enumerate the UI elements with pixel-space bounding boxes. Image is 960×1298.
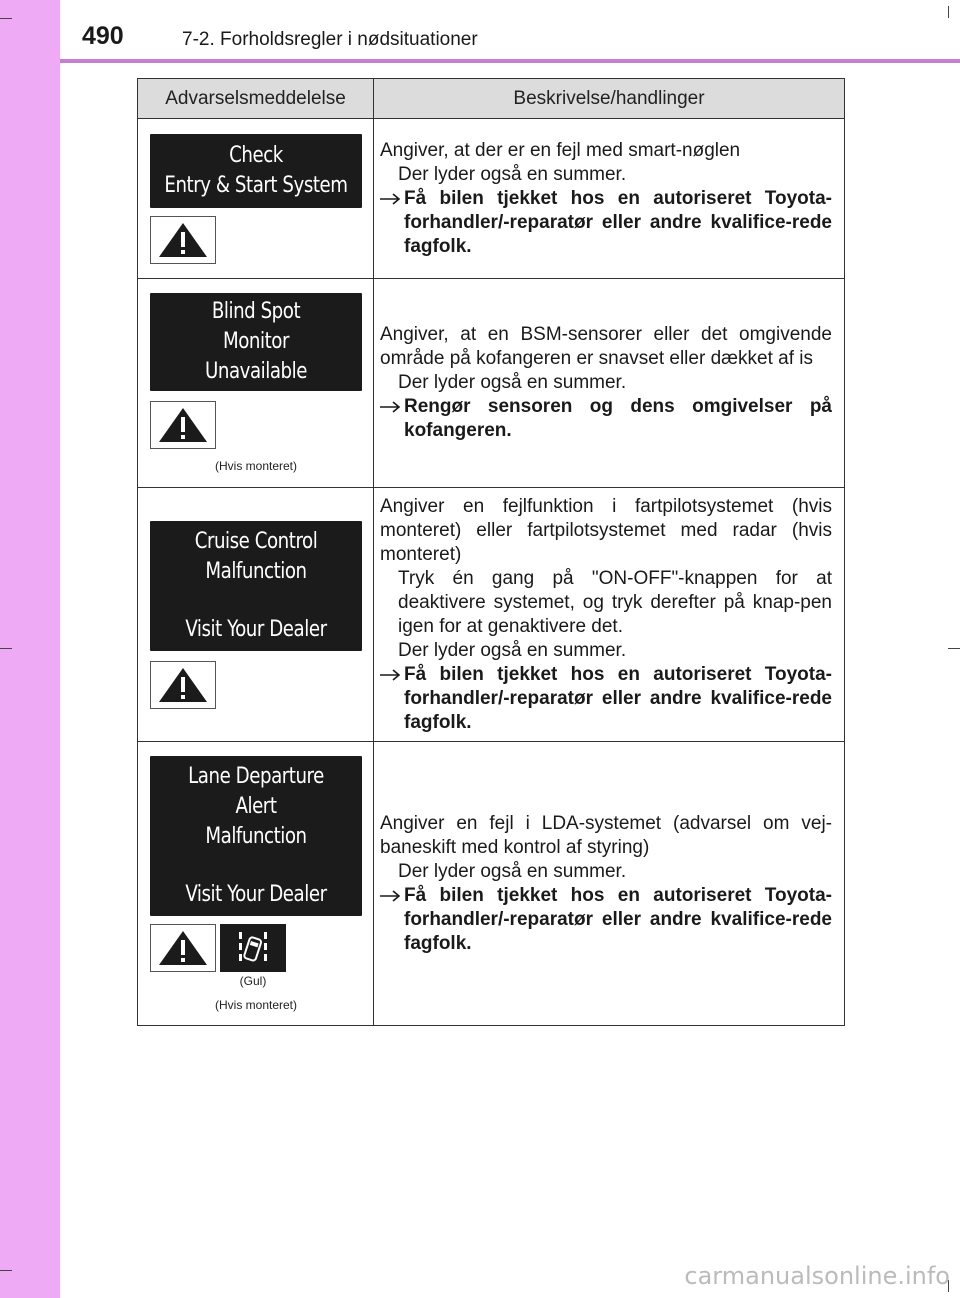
description-sub: Tryk én gang på "ON-OFF"-knappen for at deaktivere systemet, og tryk derefter på knap-pen igen for at genaktivere det. [398,567,832,637]
table-row [138,488,845,742]
icon-row [150,661,363,709]
message-cell [138,279,374,488]
warning-triangle-icon [150,924,216,972]
fitment-note: (Hvis monteret) [214,459,297,473]
action-text: Rengør sensoren og dens omgivelser på kofangeren. [404,396,832,441]
display-spacer [150,587,362,615]
display-message [150,134,362,208]
action-item [380,395,832,443]
display-line: Malfunction [205,558,307,584]
side-band [0,0,60,1298]
watermark: carmanualsonline.info [684,1262,950,1290]
message-cell [138,742,374,1026]
color-note: (Gul) [239,973,267,988]
column-header: Advarselsmeddelelse [138,79,374,119]
action-item [380,884,832,956]
arrow-right-icon [380,187,404,259]
display-message [150,521,362,651]
description-intro: Angiver, at en BSM-sensorer eller det omgivende område på kofangeren er snavset eller dækket af is [380,324,832,369]
column-header: Beskrivelse/handlinger [374,79,845,119]
display-line: Blind Spot [211,299,301,324]
display-spacer [150,852,362,880]
description-cell [374,279,845,488]
description-sub: Der lyder også en summer. [398,639,627,661]
description-sub: Der lyder også en summer. [398,860,627,882]
action-text: Få bilen tjekket hos en autoriseret Toyota-forhandler/-reparatør eller andre kvalifice-rede fagfolk. [404,663,832,733]
crop-mark [948,648,960,649]
warning-triangle-icon [150,661,216,709]
header-rule [60,59,960,63]
action-text: Få bilen tjekket hos en autoriseret Toyota-forhandler/-reparatør eller andre kvalifice-rede fagfolk. [404,187,832,257]
table-header-row [138,79,845,119]
description-intro: Angiver en fejl i LDA-systemet (advarsel om vej-baneskift med kontrol af styring) [380,812,832,858]
action-text: Få bilen tjekket hos en autoriseret Toyota-forhandler/-reparatør eller andre kvalifice-rede fagfolk. [404,884,832,954]
page-number: 490 [82,22,124,50]
display-line: Unavailable [204,359,308,384]
description-sub: Der lyder også en summer. [398,372,627,393]
message-cell [138,488,374,742]
warning-triangle-icon [150,401,216,449]
action-item [380,663,832,735]
crop-mark [948,6,949,18]
warning-message-table [137,78,845,1026]
display-line: Entry & Start System [164,172,348,198]
display-message [150,293,362,391]
warning-triangle-icon [150,216,216,264]
description-sub: Der lyder også en summer. [398,163,627,185]
display-line: Alert [235,793,277,819]
display-line: Malfunction [205,823,307,849]
icon-row [150,401,363,449]
description-intro: Angiver en fejlfunktion i fartpilotsystemet (hvis monteret) eller fartpilotsystemet med radar (hvis monteret) [380,495,832,565]
display-line: Visit Your Dealer [185,881,327,907]
table-row [138,279,845,488]
display-line: Check [229,142,283,168]
table-row [138,742,845,1026]
message-cell [138,119,374,279]
action-item [380,187,832,259]
arrow-right-icon [380,663,404,735]
crop-mark [0,1270,12,1271]
display-line: Visit Your Dealer [185,616,327,642]
description-cell [374,119,845,279]
crop-mark [0,18,12,19]
icon-row [150,924,363,972]
fitment-note: (Hvis monteret) [214,997,297,1012]
display-message [150,756,362,916]
display-line: Monitor [222,329,289,354]
display-line: Lane Departure [188,763,324,789]
arrow-right-icon [380,884,404,956]
lane-departure-icon [220,924,286,972]
crop-mark [0,648,12,649]
icon-row [150,216,363,264]
description-cell [374,488,845,742]
display-line: Cruise Control [194,528,318,554]
chapter-title: 7-2. Forholdsregler i nødsituationer [182,29,478,50]
description-intro: Angiver, at der er en fejl med smart-nøglen [380,139,741,161]
description-cell [374,742,845,1026]
arrow-right-icon [380,395,404,443]
table-row [138,119,845,279]
